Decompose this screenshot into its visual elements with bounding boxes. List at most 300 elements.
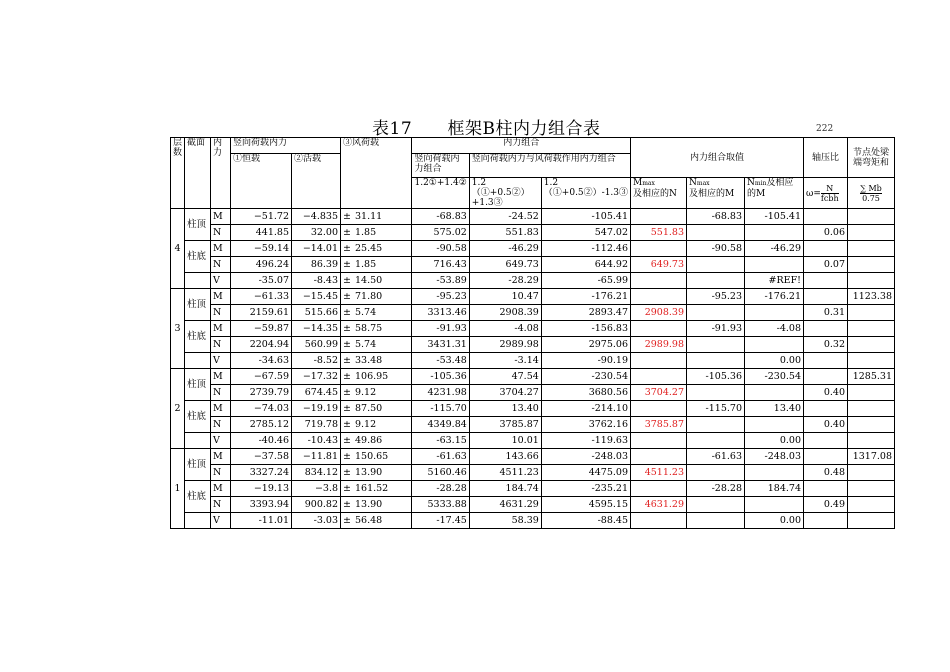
nmax-cell	[687, 385, 745, 401]
table-row	[171, 305, 895, 321]
wind-load-cell: 150.65	[353, 449, 412, 465]
axial-ratio-cell	[804, 449, 848, 465]
live-load-cell: -8.52	[292, 353, 341, 369]
force-type-cell: M	[211, 321, 231, 337]
mmax-cell	[631, 481, 687, 497]
node-moment-cell	[848, 497, 895, 513]
nmin-cell	[745, 497, 804, 513]
dead-load-cell: 2204.94	[231, 337, 292, 353]
combo-2-cell: 10.01	[469, 433, 541, 449]
combo-1-cell: -90.58	[412, 241, 469, 257]
table-row	[171, 257, 895, 273]
node-moment-cell: 1317.08	[848, 449, 895, 465]
combo-3-cell: -88.45	[541, 513, 630, 529]
nmax-cell	[687, 433, 745, 449]
mmax-cell	[631, 353, 687, 369]
combo-3-cell: -176.21	[541, 289, 630, 305]
combo-2-cell: 47.54	[469, 369, 541, 385]
mmax-cell: 3704.27	[631, 385, 687, 401]
combo-2-cell: -28.29	[469, 273, 541, 289]
axial-ratio-cell	[804, 353, 848, 369]
combo-3-cell: 3680.56	[541, 385, 630, 401]
node-moment-cell	[848, 241, 895, 257]
node-moment-cell	[848, 321, 895, 337]
dead-load-cell: −61.33	[231, 289, 292, 305]
force-type-cell: N	[211, 305, 231, 321]
force-type-cell: V	[211, 273, 231, 289]
floor-cell: 2	[171, 369, 185, 449]
section-cell: 柱顶	[185, 289, 211, 321]
combo-2-cell: 649.73	[469, 257, 541, 273]
combo-3-cell: 2975.06	[541, 337, 630, 353]
live-load-cell: 560.99	[292, 337, 341, 353]
combo-1-cell: 3313.46	[412, 305, 469, 321]
header-section: 截面	[185, 138, 211, 209]
live-load-cell: 515.66	[292, 305, 341, 321]
page-number: 222	[816, 124, 834, 134]
dead-load-cell: −74.03	[231, 401, 292, 417]
axial-ratio-cell	[804, 209, 848, 225]
nmax-cell: -115.70	[687, 401, 745, 417]
axial-ratio-cell: 0.31	[804, 305, 848, 321]
combo-1-cell: -63.15	[412, 433, 469, 449]
wind-load-cell: 33.48	[353, 353, 412, 369]
axial-ratio-cell	[804, 401, 848, 417]
plus-minus-sign: ±	[341, 353, 353, 369]
force-type-cell: M	[211, 241, 231, 257]
combo-3-cell: -90.19	[541, 353, 630, 369]
nmin-cell	[745, 257, 804, 273]
combo-2-cell: 4511.23	[469, 465, 541, 481]
header-axial-ratio: 轴压比	[804, 138, 848, 178]
header-combo-vertical: 竖向荷载内力组合	[412, 154, 469, 178]
nmax-cell	[687, 497, 745, 513]
live-load-cell: 719.78	[292, 417, 341, 433]
table-row	[171, 401, 895, 417]
mmax-cell	[631, 433, 687, 449]
header-sum-moment-formula: $\frac{\sum Mb}{0.75}$	[848, 178, 895, 209]
mmax-cell	[631, 273, 687, 289]
header-node-moment: 节点处梁端弯矩和	[848, 138, 895, 178]
header-dead-load: ①恒载	[231, 154, 292, 209]
node-moment-cell	[848, 417, 895, 433]
combo-2-cell: 3785.87	[469, 417, 541, 433]
table-row	[171, 433, 895, 449]
axial-ratio-cell	[804, 513, 848, 529]
plus-minus-sign: ±	[341, 241, 353, 257]
table-row	[171, 225, 895, 241]
axial-ratio-cell	[804, 369, 848, 385]
dead-load-cell: −37.58	[231, 449, 292, 465]
node-moment-cell: 1123.38	[848, 289, 895, 305]
nmin-cell: -105.41	[745, 209, 804, 225]
nmin-cell: -4.08	[745, 321, 804, 337]
combo-1-cell: -95.23	[412, 289, 469, 305]
live-load-cell: −14.35	[292, 321, 341, 337]
dead-load-cell: −19.13	[231, 481, 292, 497]
combo-1-cell: 3431.31	[412, 337, 469, 353]
combo-3-cell: -119.63	[541, 433, 630, 449]
node-moment-cell	[848, 385, 895, 401]
wind-load-cell: 13.90	[353, 465, 412, 481]
dead-load-cell: -40.46	[231, 433, 292, 449]
live-load-cell: −11.81	[292, 449, 341, 465]
table-row	[171, 241, 895, 257]
dead-load-cell: −67.59	[231, 369, 292, 385]
table-row	[171, 417, 895, 433]
plus-minus-sign: ±	[341, 433, 353, 449]
force-type-cell: M	[211, 401, 231, 417]
plus-minus-sign: ±	[341, 481, 353, 497]
node-moment-cell	[848, 209, 895, 225]
plus-minus-sign: ±	[341, 305, 353, 321]
header-combination: 内力组合	[412, 138, 631, 154]
axial-ratio-cell: 0.40	[804, 385, 848, 401]
mmax-cell: 3785.87	[631, 417, 687, 433]
live-load-cell: −15.45	[292, 289, 341, 305]
table-row	[171, 289, 895, 305]
nmin-cell	[745, 417, 804, 433]
nmax-cell	[687, 257, 745, 273]
live-load-cell: −14.01	[292, 241, 341, 257]
force-type-cell: M	[211, 449, 231, 465]
nmin-cell	[745, 305, 804, 321]
combo-3-cell: -112.46	[541, 241, 630, 257]
nmin-cell: 0.00	[745, 353, 804, 369]
combo-1-cell: 4349.84	[412, 417, 469, 433]
mmax-cell: 551.83	[631, 225, 687, 241]
combo-3-cell: -65.99	[541, 273, 630, 289]
live-load-cell: −19.19	[292, 401, 341, 417]
dead-load-cell: 496.24	[231, 257, 292, 273]
combo-2-cell: 58.39	[469, 513, 541, 529]
combo-2-cell: 2908.39	[469, 305, 541, 321]
dead-load-cell: 2739.79	[231, 385, 292, 401]
nmax-cell	[687, 337, 745, 353]
mmax-cell: 649.73	[631, 257, 687, 273]
header-nmin: Nmin及相应的M	[745, 178, 804, 209]
axial-ratio-cell	[804, 289, 848, 305]
header-combination-value: 内力组合取值	[631, 138, 804, 178]
dead-load-cell: 3393.94	[231, 497, 292, 513]
nmin-cell: -248.03	[745, 449, 804, 465]
nmax-cell: -91.93	[687, 321, 745, 337]
nmax-cell	[687, 225, 745, 241]
mmax-cell	[631, 401, 687, 417]
force-type-cell: N	[211, 497, 231, 513]
combo-2-cell: 3704.27	[469, 385, 541, 401]
node-moment-cell	[848, 273, 895, 289]
live-load-cell: 900.82	[292, 497, 341, 513]
force-type-cell: N	[211, 385, 231, 401]
nmin-cell: 0.00	[745, 433, 804, 449]
combo-2-cell: -46.29	[469, 241, 541, 257]
live-load-cell: −3.8	[292, 481, 341, 497]
force-type-cell: M	[211, 289, 231, 305]
force-type-cell: V	[211, 513, 231, 529]
combo-2-cell: -4.08	[469, 321, 541, 337]
wind-load-cell: 1.85	[353, 225, 412, 241]
combo-1-cell: 5333.88	[412, 497, 469, 513]
combo-1-cell: 4231.98	[412, 385, 469, 401]
plus-minus-sign: ±	[341, 497, 353, 513]
nmin-cell: 13.40	[745, 401, 804, 417]
nmax-cell	[687, 273, 745, 289]
section-cell: 柱底	[185, 401, 211, 433]
wind-load-cell: 106.95	[353, 369, 412, 385]
dead-load-cell: -34.63	[231, 353, 292, 369]
nmax-cell: -28.28	[687, 481, 745, 497]
node-moment-cell	[848, 513, 895, 529]
axial-ratio-cell	[804, 321, 848, 337]
axial-ratio-cell	[804, 241, 848, 257]
combo-3-cell: 2893.47	[541, 305, 630, 321]
combo-1-cell: -68.83	[412, 209, 469, 225]
table-row	[171, 497, 895, 513]
force-type-cell: N	[211, 225, 231, 241]
plus-minus-sign: ±	[341, 289, 353, 305]
header-formula-1: 1.2①+1.4②	[412, 178, 469, 209]
live-load-cell: -3.03	[292, 513, 341, 529]
table-row	[171, 337, 895, 353]
nmin-cell: -230.54	[745, 369, 804, 385]
combo-1-cell: -28.28	[412, 481, 469, 497]
force-type-cell: V	[211, 433, 231, 449]
wind-load-cell: 31.11	[353, 209, 412, 225]
nmin-cell: -46.29	[745, 241, 804, 257]
mmax-cell	[631, 241, 687, 257]
header-mmax: Mmax 及相应的N	[631, 178, 687, 209]
wind-load-cell: 13.90	[353, 497, 412, 513]
live-load-cell: 674.45	[292, 385, 341, 401]
wind-load-cell: 58.75	[353, 321, 412, 337]
live-load-cell: −4.835	[292, 209, 341, 225]
table-row	[171, 369, 895, 385]
mmax-cell	[631, 321, 687, 337]
wind-load-cell: 14.50	[353, 273, 412, 289]
section-cell: 柱顶	[185, 449, 211, 481]
section-cell	[185, 273, 211, 289]
force-type-cell: M	[211, 369, 231, 385]
table-row	[171, 465, 895, 481]
nmax-cell: -68.83	[687, 209, 745, 225]
nmin-cell	[745, 225, 804, 241]
nmin-cell	[745, 337, 804, 353]
plus-minus-sign: ±	[341, 225, 353, 241]
mmax-cell	[631, 369, 687, 385]
combo-2-cell: 4631.29	[469, 497, 541, 513]
node-moment-cell: 1285.31	[848, 369, 895, 385]
axial-ratio-cell: 0.06	[804, 225, 848, 241]
column-force-combination-table	[170, 137, 895, 529]
wind-load-cell: 5.74	[353, 337, 412, 353]
table-row	[171, 321, 895, 337]
section-cell: 柱顶	[185, 209, 211, 241]
section-cell	[185, 513, 211, 529]
plus-minus-sign: ±	[341, 513, 353, 529]
header-force: 内力	[211, 138, 231, 209]
table-row	[171, 385, 895, 401]
combo-2-cell: -24.52	[469, 209, 541, 225]
nmax-cell: -95.23	[687, 289, 745, 305]
live-load-cell: −17.32	[292, 369, 341, 385]
section-cell	[185, 433, 211, 449]
axial-ratio-cell: 0.40	[804, 417, 848, 433]
plus-minus-sign: ±	[341, 465, 353, 481]
table-title: 表17 框架B柱内力组合表	[372, 119, 601, 139]
header-omega-formula: ω= $\frac{N}{\text{fcbh}}$	[804, 178, 848, 209]
combo-3-cell: 3762.16	[541, 417, 630, 433]
axial-ratio-cell: 0.07	[804, 257, 848, 273]
dead-load-cell: −59.14	[231, 241, 292, 257]
node-moment-cell	[848, 225, 895, 241]
dead-load-cell: 3327.24	[231, 465, 292, 481]
plus-minus-sign: ±	[341, 417, 353, 433]
nmin-cell: 184.74	[745, 481, 804, 497]
nmax-cell	[687, 305, 745, 321]
header-floor: 层数	[171, 138, 185, 209]
nmax-cell: -61.63	[687, 449, 745, 465]
node-moment-cell	[848, 401, 895, 417]
live-load-cell: 86.39	[292, 257, 341, 273]
plus-minus-sign: ±	[341, 337, 353, 353]
combo-1-cell: 575.02	[412, 225, 469, 241]
wind-load-cell: 49.86	[353, 433, 412, 449]
combo-1-cell: -61.63	[412, 449, 469, 465]
combo-3-cell: 547.02	[541, 225, 630, 241]
combo-1-cell: -53.89	[412, 273, 469, 289]
table-row	[171, 513, 895, 529]
section-cell: 柱顶	[185, 369, 211, 401]
floor-cell: 1	[171, 449, 185, 529]
combo-1-cell: -115.70	[412, 401, 469, 417]
combo-3-cell: -214.10	[541, 401, 630, 417]
header-formula-2: 1.2（①+0.5②）+1.3③	[469, 178, 541, 209]
node-moment-cell	[848, 481, 895, 497]
nmin-cell	[745, 385, 804, 401]
live-load-cell: 32.00	[292, 225, 341, 241]
mmax-cell: 4631.29	[631, 497, 687, 513]
table-row	[171, 449, 895, 465]
force-type-cell: N	[211, 337, 231, 353]
combo-1-cell: -105.36	[412, 369, 469, 385]
table-row	[171, 273, 895, 289]
dead-load-cell: −51.72	[231, 209, 292, 225]
node-moment-cell	[848, 353, 895, 369]
combo-2-cell: 10.47	[469, 289, 541, 305]
wind-load-cell: 161.52	[353, 481, 412, 497]
section-cell: 柱底	[185, 321, 211, 353]
axial-ratio-cell	[804, 433, 848, 449]
node-moment-cell	[848, 337, 895, 353]
nmax-cell	[687, 353, 745, 369]
section-cell: 柱底	[185, 481, 211, 513]
combo-3-cell: -105.41	[541, 209, 630, 225]
plus-minus-sign: ±	[341, 273, 353, 289]
wind-load-cell: 87.50	[353, 401, 412, 417]
combo-3-cell: -156.83	[541, 321, 630, 337]
combo-3-cell: -230.54	[541, 369, 630, 385]
dead-load-cell: 2159.61	[231, 305, 292, 321]
plus-minus-sign: ±	[341, 257, 353, 273]
dead-load-cell: 441.85	[231, 225, 292, 241]
combo-2-cell: 184.74	[469, 481, 541, 497]
combo-2-cell: 551.83	[469, 225, 541, 241]
wind-load-cell: 25.45	[353, 241, 412, 257]
dead-load-cell: -11.01	[231, 513, 292, 529]
combo-1-cell: -17.45	[412, 513, 469, 529]
wind-load-cell: 5.74	[353, 305, 412, 321]
node-moment-cell	[848, 257, 895, 273]
header-live-load: ②活载	[292, 154, 341, 209]
nmax-cell	[687, 417, 745, 433]
section-cell	[185, 353, 211, 369]
combo-3-cell: 4595.15	[541, 497, 630, 513]
live-load-cell: -8.43	[292, 273, 341, 289]
plus-minus-sign: ±	[341, 385, 353, 401]
plus-minus-sign: ±	[341, 321, 353, 337]
table-row	[171, 209, 895, 225]
plus-minus-sign: ±	[341, 369, 353, 385]
live-load-cell: -10.43	[292, 433, 341, 449]
nmax-cell	[687, 465, 745, 481]
force-type-cell: M	[211, 209, 231, 225]
dead-load-cell: 2785.12	[231, 417, 292, 433]
live-load-cell: 834.12	[292, 465, 341, 481]
header-wind: ③风荷载	[341, 138, 412, 209]
wind-load-cell: 56.48	[353, 513, 412, 529]
header-nmax: Nmax 及相应的M	[687, 178, 745, 209]
nmax-cell: -90.58	[687, 241, 745, 257]
plus-minus-sign: ±	[341, 209, 353, 225]
combo-1-cell: -53.48	[412, 353, 469, 369]
floor-cell: 3	[171, 289, 185, 369]
table-row	[171, 353, 895, 369]
plus-minus-sign: ±	[341, 401, 353, 417]
section-cell: 柱底	[185, 241, 211, 273]
combo-2-cell: 2989.98	[469, 337, 541, 353]
dead-load-cell: -35.07	[231, 273, 292, 289]
axial-ratio-cell: 0.48	[804, 465, 848, 481]
combo-1-cell: 716.43	[412, 257, 469, 273]
mmax-cell	[631, 209, 687, 225]
force-type-cell: N	[211, 465, 231, 481]
plus-minus-sign: ±	[341, 449, 353, 465]
axial-ratio-cell: 0.32	[804, 337, 848, 353]
force-type-cell: N	[211, 417, 231, 433]
force-type-cell: M	[211, 481, 231, 497]
mmax-cell	[631, 449, 687, 465]
mmax-cell: 2989.98	[631, 337, 687, 353]
nmin-cell	[745, 465, 804, 481]
mmax-cell: 2908.39	[631, 305, 687, 321]
wind-load-cell: 9.12	[353, 417, 412, 433]
combo-2-cell: -3.14	[469, 353, 541, 369]
nmax-cell	[687, 513, 745, 529]
floor-cell: 4	[171, 209, 185, 289]
dead-load-cell: −59.87	[231, 321, 292, 337]
combo-1-cell: 5160.46	[412, 465, 469, 481]
wind-load-cell: 71.80	[353, 289, 412, 305]
force-type-cell: V	[211, 353, 231, 369]
axial-ratio-cell	[804, 273, 848, 289]
combo-3-cell: -235.21	[541, 481, 630, 497]
wind-load-cell: 9.12	[353, 385, 412, 401]
header-formula-3: 1.2（①+0.5②）-1.3③	[541, 178, 630, 209]
wind-load-cell: 1.85	[353, 257, 412, 273]
node-moment-cell	[848, 305, 895, 321]
combo-2-cell: 13.40	[469, 401, 541, 417]
